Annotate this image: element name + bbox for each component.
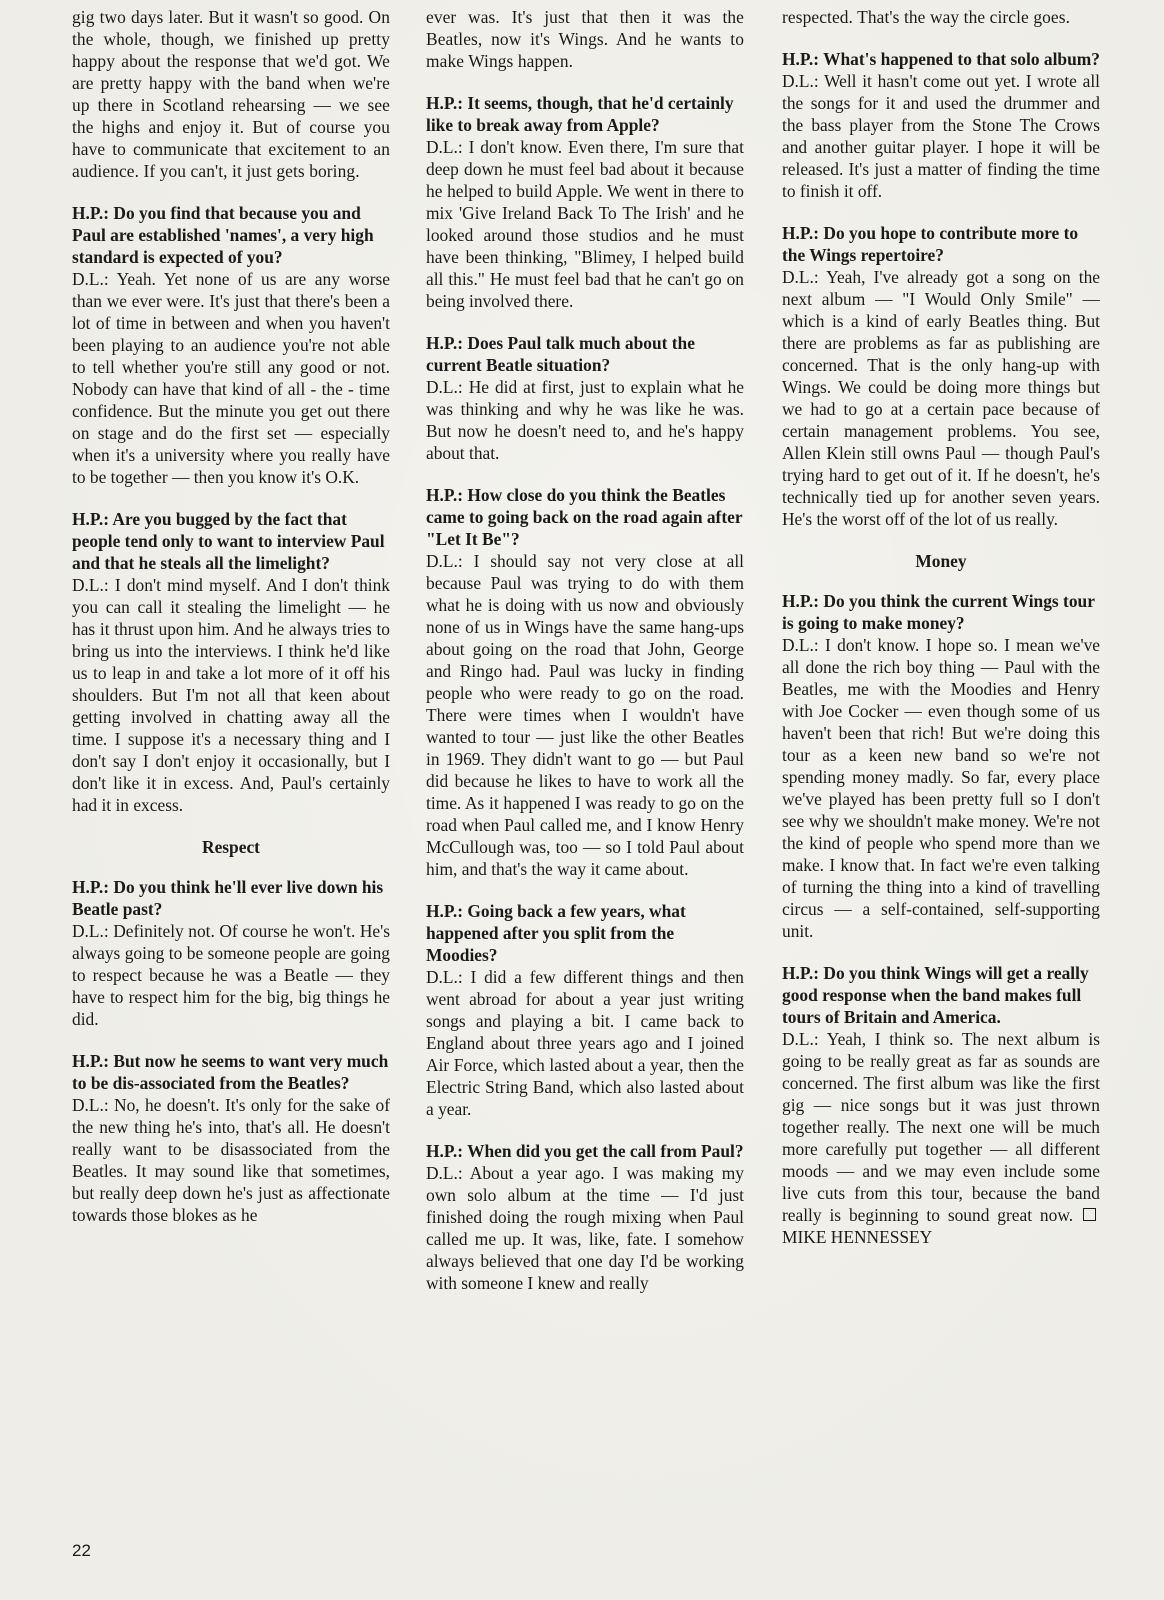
interview-answer: D.L.: Well it hasn't come out yet. I wrote all the songs for it and used the drummer and the bass player from the Stone The Crows and another guitar player. I hope it will be released. It's just a matter of finding the time to finish it off. xyxy=(782,71,1100,201)
column-1 xyxy=(72,6,390,1536)
qa-block xyxy=(782,590,1100,942)
interview-question: H.P.: Does Paul talk much about the current Beatle situation? xyxy=(426,333,695,375)
interview-question: H.P.: Do you think he'll ever live down his Beatle past? xyxy=(72,877,384,919)
interview-question: H.P.: When did you get the call from Paul? xyxy=(426,1141,744,1161)
interview-question: H.P.: Do you hope to contribute more to the Wings repertoire? xyxy=(782,223,1079,265)
interview-question: H.P.: Do you think the current Wings tour is going to make money? xyxy=(782,591,1095,633)
interview-answer: D.L.: I don't know. Even there, I'm sure that deep down he must feel bad about it because he helped to build Apple. We went in there to mix 'Give Ireland Back To The Irish' and he looked around those studios and he must have been thinking, "Blimey, I helped build all this." He must feel bad that he can't go on being involved there. xyxy=(426,137,744,311)
interview-answer xyxy=(782,1028,1100,1248)
interview-answer: D.L.: I don't know. I hope so. I mean we've all done the rich boy thing — Paul with the Beatles, me with the Moodies and Henry with Joe Cocker — even though some of us haven't been that rich! But we're doing this tour as a keen new band so we're not spending money madly. So far, every place we've played has been pretty full so I don't see why we shouldn't make money. We're not the kind of people who spend more than we make. I know that. In fact we're even talking of turning the thing into a kind of travelling circus — a self-contained, self-supporting unit. xyxy=(782,635,1100,941)
interview-question: H.P.: What's happened to that solo album? xyxy=(782,49,1100,69)
interview-answer: D.L.: Yeah. Yet none of us are any worse than we ever were. It's just that there's been a lot of time in between and when you haven't been playing to an audience you're not able to tell whether you're still any good or not. Nobody can have that kind of all - the - time confidence. But the minute you get out there on stage and do the first set — especially when it's a university where you really have to be together — then you know it's O.K. xyxy=(72,269,390,487)
qa-block xyxy=(72,876,390,1030)
column-2 xyxy=(426,6,744,1536)
continuation-paragraph: respected. That's the way the circle goes. xyxy=(782,7,1071,27)
qa-block xyxy=(72,508,390,816)
interview-question: H.P.: But now he seems to want very much to be dis-associated from the Beatles? xyxy=(72,1051,389,1093)
qa-block xyxy=(782,48,1100,202)
interview-answer: D.L.: I should say not very close at all because Paul was trying to do with them what he is doing with us now and obviously none of us in Wings have the same hang-ups about going on the road that John, George and Ringo had. Paul was lucky in finding people who were ready to go on the road. There were times when I wouldn't have wanted to tour — just like the other Beatles in 1969. They didn't want to go — but Paul did because he likes to have to work all the time. As it happened I was ready to go on the road when Paul called me, and I know Henry McCullough was, too — so I told Paul about him, and that's the way it came about. xyxy=(426,551,744,879)
page-number: 22 xyxy=(72,1541,91,1560)
interview-question: H.P.: Are you bugged by the fact that people tend only to want to interview Paul and that he steals all the limelight? xyxy=(72,509,385,573)
qa-block xyxy=(72,202,390,488)
qa-block xyxy=(782,222,1100,530)
section-heading-money: Money xyxy=(915,551,967,571)
column-3 xyxy=(782,6,1100,1536)
end-mark-box-icon xyxy=(1083,1208,1096,1221)
interview-answer: D.L.: Yeah, I've already got a song on the next album — "I Would Only Smile" — which is a kind of early Beatles thing. But there are problems as far as publishing are concerned. That is the only hang-up with Wings. We could be doing more things but we had to go at a certain pace because of certain management problems. You see, Allen Klein still owns Paul — though Paul's trying hard to get out of it. If he doesn't, he's technically tied up for another seven years. He's the worst off of the lot of us really. xyxy=(782,267,1100,529)
qa-block xyxy=(782,962,1100,1248)
qa-block xyxy=(426,92,744,312)
interview-answer: D.L.: I don't mind myself. And I don't think you can call it stealing the limelight — he has it thrust upon him. And he always tries to bring us into the interviews. I think he'd like us to leap in and take a lot more of it off his shoulders. But I'm not all that keen about getting involved in chatting away all the time. I suppose it's a necessary thing and I don't say I don't enjoy it occasionally, but I don't like it in excess. And, Paul's certainly had it in excess. xyxy=(72,575,390,815)
qa-block xyxy=(72,1050,390,1226)
qa-block xyxy=(426,332,744,464)
interview-question: H.P.: Going back a few years, what happened after you split from the Moodies? xyxy=(426,901,686,965)
continuation-paragraph: ever was. It's just that then it was the Beatles, now it's Wings. And he wants to make Wings happen. xyxy=(426,7,744,71)
interview-question: H.P.: How close do you think the Beatles came to going back on the road again after "Let It Be"? xyxy=(426,485,743,549)
qa-block xyxy=(426,900,744,1120)
final-answer-text: D.L.: Yeah, I think so. The next album is going to be really great as far as sounds are concerned. The first album was like the first gig — nice songs but it was just thrown together really. The next one will be much more carefully put together — all different moods — and we may even include some live cuts from this tour, because the band really is beginning to sound great now. xyxy=(782,1029,1100,1225)
author-signature: MIKE HENNESSEY xyxy=(782,1227,933,1247)
interview-question: H.P.: It seems, though, that he'd certainly like to break away from Apple? xyxy=(426,93,734,135)
qa-block xyxy=(426,484,744,880)
section-heading-respect: Respect xyxy=(202,837,260,857)
continuation-paragraph: gig two days later. But it wasn't so good. On the whole, though, we finished up pretty happy about the response that we'd got. We are pretty happy with the band when we're up there in Scotland rehearsing — we see the highs and enjoy it. But of course you have to communicate that excitement to an audience. If you can't, it just gets boring. xyxy=(72,7,390,181)
interview-answer: D.L.: He did at first, just to explain what he was thinking and why he was like he was. But now he doesn't need to, and he's happy about that. xyxy=(426,377,744,463)
interview-answer: D.L.: No, he doesn't. It's only for the sake of the new thing he's into, that's all. He doesn't really want to be disassociated from the Beatles. It may sound like that sometimes, but really deep down he's just as affectionate towards those blokes as he xyxy=(72,1095,390,1225)
interview-answer: D.L.: I did a few different things and then went abroad for about a year just writing songs and playing a bit. I came back to England about three years ago and I joined Air Force, which lasted about a year, then the Electric String Band, which also lasted about a year. xyxy=(426,967,744,1119)
interview-question: H.P.: Do you think Wings will get a really good response when the band makes full tours of Britain and America. xyxy=(782,963,1089,1027)
interview-question: H.P.: Do you find that because you and Paul are established 'names', a very high standard is expected of you? xyxy=(72,203,374,267)
interview-answer: D.L.: About a year ago. I was making my own solo album at the time — I'd just finished doing the rough mixing when Paul called me up. It was, like, fate. I somehow always believed that one day I'd be working with someone I knew and really xyxy=(426,1163,744,1293)
interview-answer: D.L.: Definitely not. Of course he won't. He's always going to be someone people are going to respect because he was a Beatle — they have to respect him for the big, big things he did. xyxy=(72,921,390,1029)
qa-block xyxy=(426,1140,744,1294)
